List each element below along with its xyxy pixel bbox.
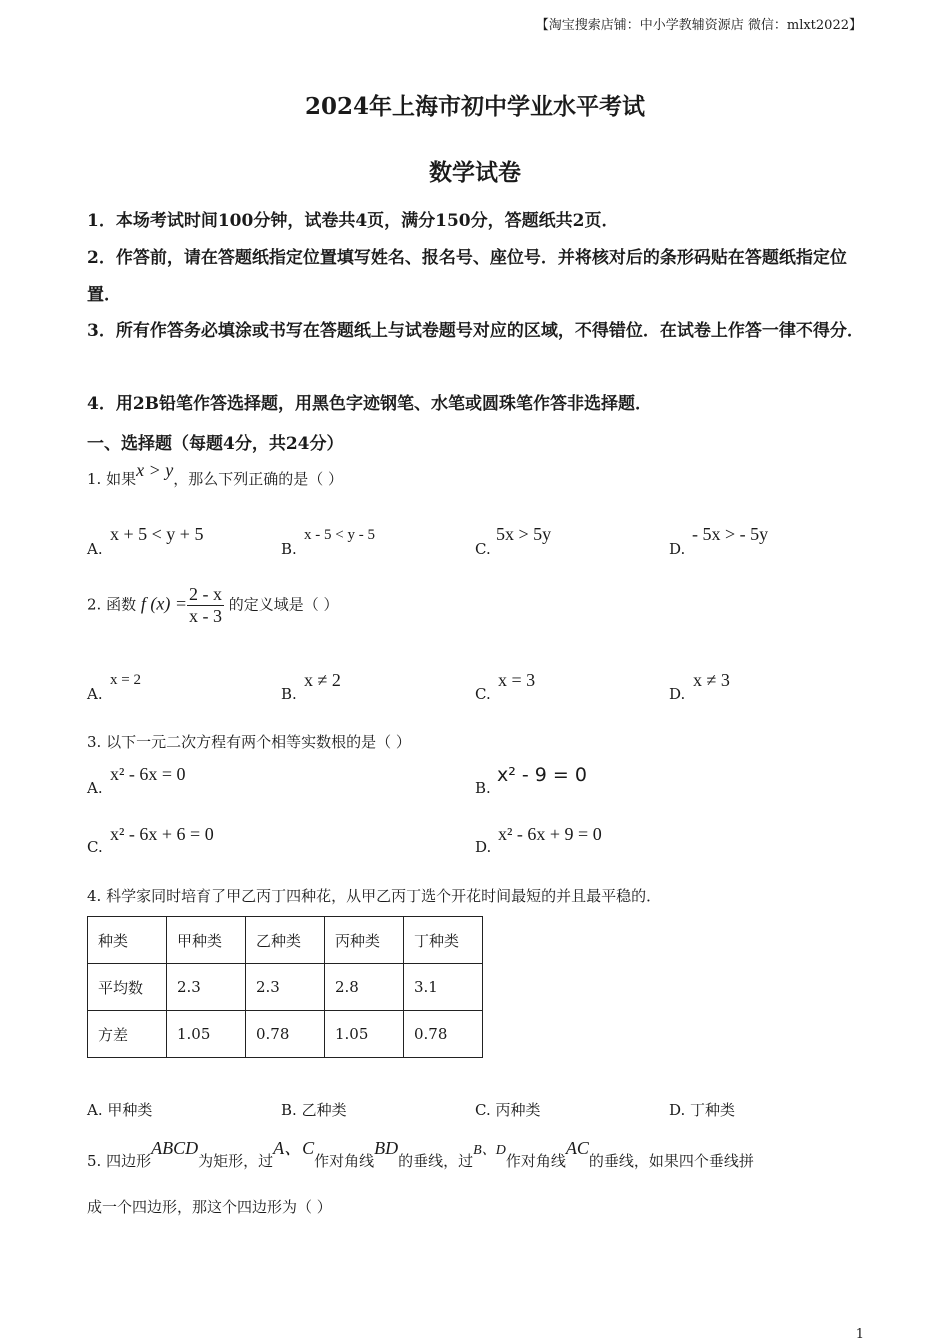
q1-option-a-label[interactable]: A. [87,540,103,558]
question-3-stem: 3. 以下一元二次方程有两个相等实数根的是（ ） [87,733,411,751]
q1-option-c-label[interactable]: C. [475,540,491,558]
table-cell: 1.05 [325,1011,404,1058]
q2-option-c-label[interactable]: C. [475,685,491,703]
q3-option-b-expr: x² - 9 = 0 [497,764,587,786]
table-cell: 甲种类 [167,917,246,964]
table-cell: 2.3 [246,964,325,1011]
table-row [88,964,483,1011]
q3-option-c-label[interactable]: C. [87,838,103,856]
q3-option-a-expr: x² - 6x = 0 [110,764,186,784]
table-header-row [88,917,483,964]
question-4-stem: 4. 科学家同时培育了甲乙丙丁四种花，从甲乙丙丁选个开花时间最短的并且最平稳的． [87,887,662,905]
header-note: 【淘宝搜索店铺：中小学教辅资源店 微信：mlxt2022】 [535,18,862,33]
instruction-1: 1．本场考试时间100分钟，试卷共4页，满分150分，答题纸共2页． [87,211,619,231]
q1-option-d-expr: - 5x > - 5y [692,524,769,544]
q2-option-d-expr: x ≠ 3 [693,670,730,690]
question-1-stem: 1. 如果x > y，那么下列正确的是（ ） [87,460,343,488]
q1-option-c-expr: 5x > 5y [496,524,552,544]
q2-option-a-expr: x = 2 [110,672,141,688]
instruction-4: 4．用2B铅笔作答选择题，用黑色字迹钢笔、水笔或圆珠笔作答非选择题． [87,394,653,414]
table-cell: 2.8 [325,964,404,1011]
question-5-stem-line2: 成一个四边形，那这个四边形为（ ） [87,1198,332,1216]
q3-option-a-label[interactable]: A. [87,779,103,797]
section-heading: 一、选择题（每题4分，共24分） [87,434,344,454]
instruction-3: 3．所有作答务必填涂或书写在答题纸上与试卷题号对应的区域，不得错位．在试卷上作答一律不得分． [87,321,864,341]
q1-option-b-label[interactable]: B. [281,540,297,558]
table-cell: 丁种类 [404,917,483,964]
table-cell: 2.3 [167,964,246,1011]
q1-option-a-expr: x + 5 < y + 5 [110,524,204,544]
instruction-2: 2．作答前，请在答题纸指定位置填写姓名、报名号、座位号．并将核对后的条形码贴在答题纸指定位置． [87,248,847,305]
table-cell: 3.1 [404,964,483,1011]
q3-option-d-expr: x² - 6x + 9 = 0 [498,824,602,844]
table-cell: 方差 [88,1011,167,1058]
table-cell: 1.05 [167,1011,246,1058]
fraction: $\frac{2 - x}{x - 3}$ [189,584,222,626]
exam-title: 2024年上海市初中学业水平考试 [304,93,645,120]
question-5-stem: 5. 四边形ABCD为矩形，过A、C作对角线BD的垂线，过B、D作对角线AC的垂线，如果四个垂线拼 [87,1138,754,1170]
q3-option-b-label[interactable]: B. [475,779,491,797]
table-cell: 乙种类 [246,917,325,964]
table-cell: 平均数 [88,964,167,1011]
q2-option-a-label[interactable]: A. [87,685,103,703]
paper-subtitle: 数学试卷 [429,159,521,186]
q4-option-d[interactable]: D. 丁种类 [669,1101,736,1119]
q4-option-c[interactable]: C. 丙种类 [475,1101,541,1119]
table-cell: 0.78 [246,1011,325,1058]
q3-option-d-label[interactable]: D. [475,838,492,856]
table-cell: 0.78 [404,1011,483,1058]
q2-option-c-expr: x = 3 [498,670,536,690]
q2-option-b-expr: x ≠ 2 [304,670,341,690]
table-cell: 丙种类 [325,917,404,964]
variety-table [87,916,483,1058]
table-cell: 种类 [88,917,167,964]
q1-option-b-expr: x - 5 < y - 5 [304,527,375,543]
q3-option-c-expr: x² - 6x + 6 = 0 [110,824,214,844]
q4-option-a[interactable]: A. 甲种类 [87,1101,153,1119]
page-number: 1 [855,1327,864,1342]
table-row [88,1011,483,1058]
q4-option-b[interactable]: B. 乙种类 [281,1101,347,1119]
q2-option-b-label[interactable]: B. [281,685,297,703]
q2-option-d-label[interactable]: D. [669,685,686,703]
q1-option-d-label[interactable]: D. [669,540,686,558]
question-2-stem: 2. 函数 f (x) = $\frac{2 - x}{x - 3}$ 的定义域是（ ） [87,584,339,626]
